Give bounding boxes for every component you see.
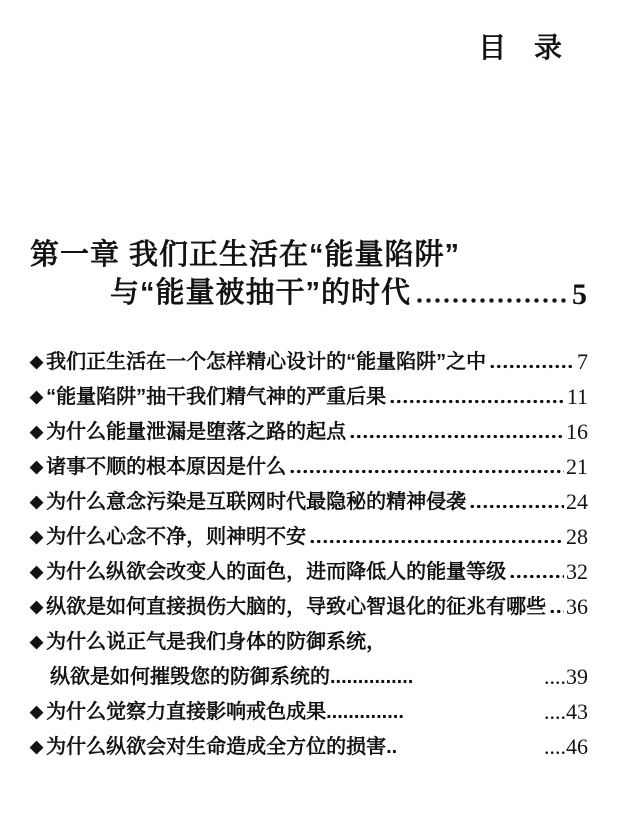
entry-page-number: ....43 bbox=[544, 699, 588, 724]
entry-title: 为什么能量泄漏是堕落之路的起点 bbox=[46, 421, 347, 443]
entry-page-number: ....39 bbox=[544, 664, 588, 689]
entry-page-number: 24 bbox=[566, 489, 588, 514]
entry-page-number: 11 bbox=[566, 384, 588, 409]
diamond-bullet-icon: ◆ bbox=[30, 632, 44, 651]
diamond-bullet-icon: ◆ bbox=[30, 702, 44, 721]
diamond-bullet-icon: ◆ bbox=[30, 457, 44, 476]
diamond-bullet-icon: ◆ bbox=[30, 527, 44, 546]
toc-entry bbox=[30, 340, 588, 375]
toc-entry bbox=[30, 550, 588, 585]
dot-leader bbox=[415, 296, 570, 305]
entry-title: 我们正生活在一个怎样精心设计的“能量陷阱”之中 bbox=[46, 351, 487, 373]
toc-entry-continuation bbox=[30, 655, 588, 690]
diamond-bullet-icon: ◆ bbox=[30, 737, 44, 756]
toc-entry bbox=[30, 725, 588, 760]
toc-entry bbox=[30, 690, 588, 725]
entry-page-number: ....46 bbox=[544, 734, 588, 759]
toc-entry bbox=[30, 375, 588, 410]
toc-entry-list bbox=[30, 340, 588, 760]
entry-title: 为什么心念不净，则神明不安 bbox=[46, 526, 307, 548]
toc-entry bbox=[30, 480, 588, 515]
entry-title: 为什么纵欲会对生命造成全方位的损害.. bbox=[46, 736, 398, 758]
entry-title: 为什么纵欲会改变人的面色，进而降低人的能量等级 bbox=[46, 561, 507, 583]
toc-page bbox=[0, 30, 620, 822]
toc-entry bbox=[30, 585, 588, 620]
entry-title: 为什么觉察力直接影响戒色成果.............. bbox=[46, 701, 404, 723]
toc-entry bbox=[30, 445, 588, 480]
entry-page-number: 36 bbox=[566, 594, 588, 619]
toc-entry bbox=[30, 410, 588, 445]
chapter-page-number: 5 bbox=[572, 278, 588, 311]
toc-entry bbox=[30, 620, 588, 655]
entry-title: 为什么意念污染是互联网时代最隐秘的精神侵袭 bbox=[46, 491, 467, 513]
diamond-bullet-icon: ◆ bbox=[30, 352, 44, 371]
chapter-title-line2 bbox=[30, 274, 588, 312]
dot-leader bbox=[289, 468, 564, 475]
diamond-bullet-icon: ◆ bbox=[30, 387, 44, 406]
diamond-bullet-icon: ◆ bbox=[30, 492, 44, 511]
entry-page-number: 28 bbox=[566, 524, 588, 549]
entry-title: 诸事不顺的根本原因是什么 bbox=[46, 456, 287, 478]
dot-leader bbox=[389, 398, 565, 405]
dot-leader bbox=[549, 608, 564, 615]
toc-entry bbox=[30, 515, 588, 550]
dot-leader bbox=[469, 503, 564, 510]
diamond-bullet-icon: ◆ bbox=[30, 422, 44, 441]
dot-leader bbox=[489, 363, 575, 370]
chapter-title-line2-text: 与“能量被抽干”的时代 bbox=[110, 277, 412, 309]
entry-title: “能量陷阱”抽干我们精气神的严重后果 bbox=[46, 386, 387, 408]
diamond-bullet-icon: ◆ bbox=[30, 597, 44, 616]
dot-leader bbox=[349, 433, 564, 440]
entry-page-number: 21 bbox=[566, 454, 588, 479]
diamond-bullet-icon: ◆ bbox=[30, 562, 44, 581]
dot-leader bbox=[509, 573, 564, 580]
chapter-title-line1: 第一章 我们正生活在“能量陷阱” bbox=[30, 239, 461, 271]
entry-page-number: 32 bbox=[566, 559, 588, 584]
entry-title: 纵欲是如何直接损伤大脑的，导致心智退化的征兆有哪些 bbox=[46, 596, 547, 618]
dot-leader bbox=[309, 538, 564, 545]
entry-page-number: 7 bbox=[577, 349, 588, 374]
entry-page-number: 16 bbox=[566, 419, 588, 444]
chapter-heading bbox=[30, 236, 588, 312]
entry-title-line2: 纵欲是如何摧毁您的防御系统的............... bbox=[50, 666, 414, 688]
entry-title-line1: 为什么说正气是我们身体的防御系统， bbox=[46, 631, 387, 653]
page-title: 目 录 bbox=[478, 32, 572, 63]
